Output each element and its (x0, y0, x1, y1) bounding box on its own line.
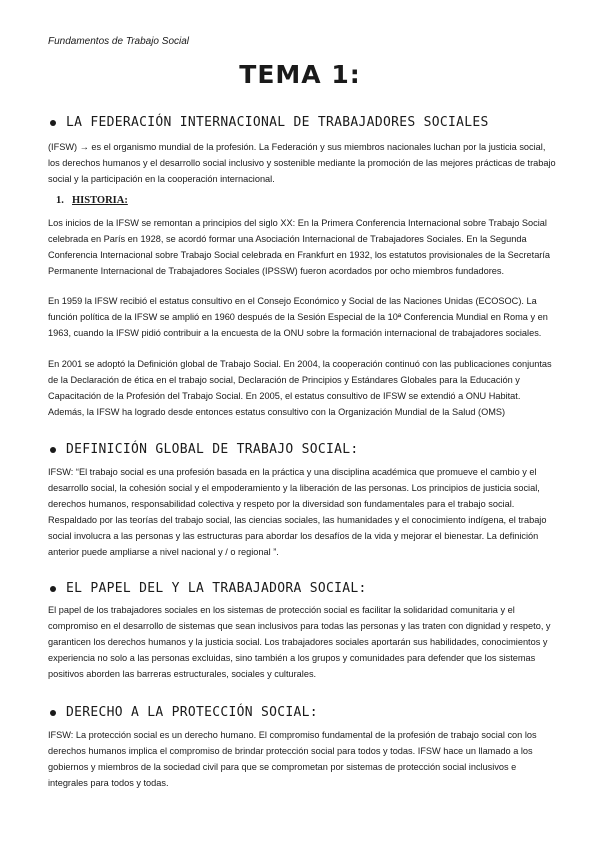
bullet-dot-icon (50, 447, 56, 453)
heading-historia (56, 195, 128, 206)
bullet-dot-icon (50, 710, 56, 716)
heading-federacion-text: LA FEDERACIÓN INTERNACIONAL DE TRABAJADORES SOCIALES (66, 115, 489, 130)
papel-paragraph: El papel de los trabajadores sociales en los sistemas de protección social es facilitar la solidaridad comunitaria y el compromiso en el desarrollo de sistemas que sean inclusivos para todas las personas y las traten con dignidad y respeto, y garanticen los derechos humanos y la justicia social. Los trabajadores sociales aportarán sus habilidades, conocimientos y experiencia no solo a las personas excluidas, sino también a los grupos y comunidades para defender que los sistemas positivos aborden las barreras estructurales, sociales y culturales. (48, 605, 551, 679)
bullet-dot-icon (50, 120, 56, 126)
heading-historia-number: 1. (56, 195, 64, 206)
bullet-dot-icon (50, 586, 56, 592)
running-header: Fundamentos de Trabajo Social (48, 36, 190, 47)
heading-historia-text: HISTORIA: (72, 195, 128, 206)
heading-definicion-text: DEFINICIÓN GLOBAL DE TRABAJO SOCIAL: (66, 442, 359, 457)
historia-paragraph-2: En 1959 la IFSW recibió el estatus consultivo en el Consejo Económico y Social de las Naciones Unidas (ECOSOC). La función política de la IFSW se amplió en 1960 después de la Sesión Especial de la 10ª Conferencia Mundial en Roma y en 1963, cuando la IFSW pidió contribuir a la encuesta de la ONU sobre la formación internacional de trabajadores sociales. (48, 296, 548, 338)
heading-derecho (66, 705, 318, 720)
heading-federacion (66, 115, 489, 130)
historia-paragraph-1: Los inicios de la IFSW se remontan a principios del siglo XX: En la Primera Conferencia Internacional sobre Trabajo Social celebrada en París en 1928, se acordó formar una Asociación Internacional de Trabajadores Sociales. En la Segunda Conferencia Internacional sobre Trabajo Social celebrada en Frankfurt en 1932, los estatutos provisionales de la Secretaría Permanente Internacional de Trabajadores Sociales (IPSSW) fueron acordados por ocho miembros fundadores. (48, 218, 551, 276)
derecho-paragraph: IFSW: La protección social es un derecho humano. El compromiso fundamental de la profesión de trabajo social con los derechos humanos implica el compromiso de brindar protección social para todos y todas. IFSW hace un llamado a los gobiernos y miembros de la sociedad civil para que se comprometan por sistemas de protección social inclusivos e integrales para todos y todas. (48, 730, 537, 788)
federacion-intro: (IFSW) → es el organismo mundial de la profesión. La Federación y sus miembros nacionales luchan por la justicia social, los derechos humanos y el desarrollo social inclusivo y sostenible mediante la promoción de las mejores prácticas de trabajo social y la participación en la cooperación internacional. (48, 142, 556, 184)
historia-paragraph-3: En 2001 se adoptó la Definición global de Trabajo Social. En 2004, la cooperación continuó con las publicaciones conjuntas de la Declaración de ética en el trabajo social, Declaración de Principios y Estándares Globales para la Educación y Capacitación de la Profesión del Trabajo Social. En 2005, el estatus consultivo de IFSW se extendió a ONU Habitat. Además, la IFSW ha logrado desde entonces estatus consultivo con la Organización Mundial de la Salud (OMS) (48, 359, 552, 417)
heading-papel-text: EL PAPEL DEL Y LA TRABAJADORA SOCIAL: (66, 581, 367, 596)
page-title: TEMA 1: (239, 60, 361, 89)
heading-derecho-text: DERECHO A LA PROTECCIÓN SOCIAL: (66, 705, 318, 720)
heading-papel (66, 581, 367, 596)
heading-definicion (66, 442, 359, 457)
definicion-paragraph: IFSW: “El trabajo social es una profesión basada en la práctica y una disciplina académica que promueve el cambio y el desarrollo social, la cohesión social y el empoderamiento y la liberación de las personas. Los principios de justicia social, derechos humanos, responsabilidad colectiva y respeto por la diversidad son fundamentales para el trabajo social. Respaldado por las teorías del trabajo social, las ciencias sociales, las humanidades y el conocimiento indígena, el trabajo social involucra a las personas y las estructuras para abordar los desafíos de la vida y mejorar el bienestar. La definición anterior puede ampliarse a nivel nacional y / o regional ”. (48, 467, 547, 557)
